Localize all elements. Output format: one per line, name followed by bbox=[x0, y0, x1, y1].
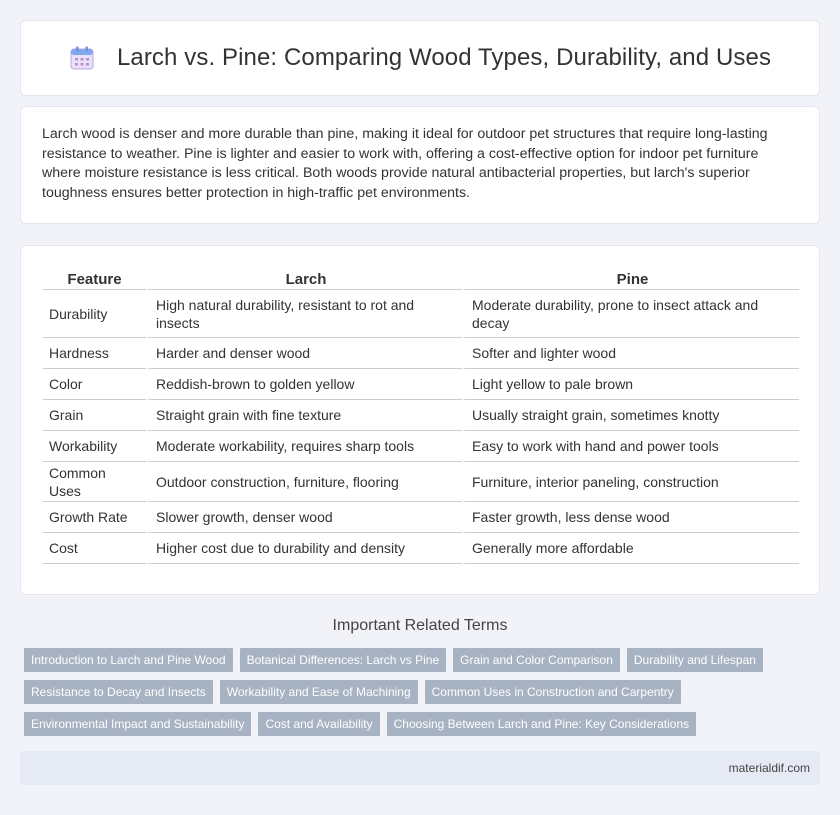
pine-cell: Faster growth, less dense wood bbox=[462, 502, 799, 533]
related-term-tag[interactable]: Environmental Impact and Sustainability bbox=[24, 712, 251, 736]
related-term-tag[interactable]: Introduction to Larch and Pine Wood bbox=[24, 648, 233, 672]
larch-cell: Reddish-brown to golden yellow bbox=[146, 369, 462, 400]
feature-cell: Cost bbox=[43, 533, 146, 564]
larch-cell: Moderate workability, requires sharp tools bbox=[146, 431, 462, 462]
table-row bbox=[43, 502, 799, 533]
pine-cell: Generally more affordable bbox=[462, 533, 799, 564]
footer bbox=[20, 751, 820, 785]
page-title: Larch vs. Pine: Comparing Wood Types, Durability, and Uses bbox=[116, 44, 772, 71]
feature-cell: Grain bbox=[43, 400, 146, 431]
related-term-tag[interactable]: Workability and Ease of Machining bbox=[220, 680, 418, 704]
larch-cell: Slower growth, denser wood bbox=[146, 502, 462, 533]
table-header-row bbox=[43, 266, 799, 290]
related-term-tag[interactable]: Resistance to Decay and Insects bbox=[24, 680, 213, 704]
larch-cell: Harder and denser wood bbox=[146, 338, 462, 369]
header-pine: Pine bbox=[462, 266, 799, 290]
related-term-tag[interactable]: Choosing Between Larch and Pine: Key Considerations bbox=[387, 712, 697, 736]
feature-cell: Hardness bbox=[43, 338, 146, 369]
related-term-tag[interactable]: Durability and Lifespan bbox=[627, 648, 763, 672]
header-larch: Larch bbox=[146, 266, 462, 290]
related-term-tag[interactable]: Common Uses in Construction and Carpentry bbox=[425, 680, 681, 704]
feature-cell: Common Uses bbox=[43, 462, 146, 502]
pine-cell: Easy to work with hand and power tools bbox=[462, 431, 799, 462]
pine-cell: Light yellow to pale brown bbox=[462, 369, 799, 400]
pine-cell: Moderate durability, prone to insect attack and decay bbox=[462, 290, 799, 338]
intro-text: Larch wood is denser and more durable than pine, making it ideal for outdoor pet structures that require long-lasting resistance to weather. Pine is lighter and easier to work with, offering a cost-effective option for indoor pet furniture where moisture resistance is less critical. Both woods provide natural antibacterial properties, but larch's superior toughness ensures better protection in high-traffic pet environments. bbox=[42, 126, 768, 201]
pine-cell: Usually straight grain, sometimes knotty bbox=[462, 400, 799, 431]
larch-cell: High natural durability, resistant to rot and insects bbox=[146, 290, 462, 338]
feature-cell: Workability bbox=[43, 431, 146, 462]
feature-cell: Growth Rate bbox=[43, 502, 146, 533]
intro-card bbox=[20, 106, 820, 224]
related-terms-title: Important Related Terms bbox=[332, 617, 508, 634]
feature-cell: Color bbox=[43, 369, 146, 400]
table-row bbox=[43, 369, 799, 400]
larch-cell: Straight grain with fine texture bbox=[146, 400, 462, 431]
comparison-table bbox=[43, 266, 799, 564]
table-row bbox=[43, 400, 799, 431]
related-term-tag[interactable]: Grain and Color Comparison bbox=[453, 648, 620, 672]
table-row bbox=[43, 431, 799, 462]
pine-cell: Furniture, interior paneling, construction bbox=[462, 462, 799, 502]
related-term-tag[interactable]: Cost and Availability bbox=[258, 712, 379, 736]
table-row bbox=[43, 290, 799, 338]
comparison-card bbox=[20, 245, 820, 595]
table-row bbox=[43, 338, 799, 369]
feature-cell: Durability bbox=[43, 290, 146, 338]
table-row bbox=[43, 533, 799, 564]
related-term-tag[interactable]: Botanical Differences: Larch vs Pine bbox=[240, 648, 447, 672]
header-feature: Feature bbox=[43, 266, 146, 290]
larch-cell: Higher cost due to durability and density bbox=[146, 533, 462, 564]
page-header bbox=[20, 20, 820, 96]
larch-cell: Outdoor construction, furniture, flooring bbox=[146, 462, 462, 502]
pine-cell: Softer and lighter wood bbox=[462, 338, 799, 369]
calendar-icon bbox=[69, 45, 95, 71]
related-terms-list bbox=[24, 648, 784, 744]
table-row bbox=[43, 462, 799, 502]
footer-site-link[interactable]: materialdif.com bbox=[728, 761, 810, 775]
